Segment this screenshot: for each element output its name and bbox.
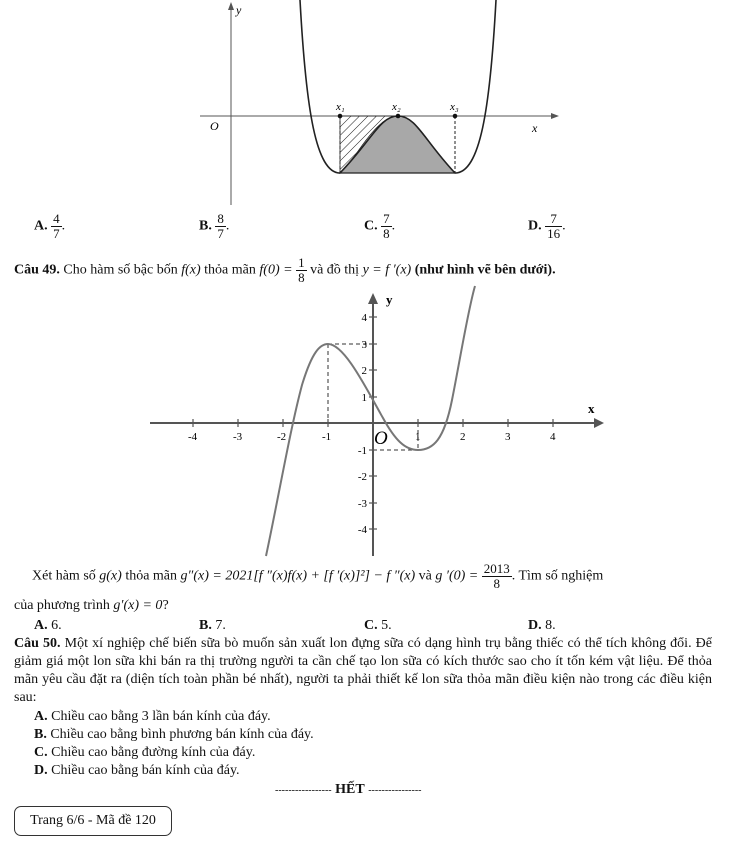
graph2-curve (266, 286, 475, 556)
q49-answer-a-value: 6. (51, 618, 62, 633)
end-text: HẾT (335, 782, 365, 797)
q49-line2-d: . Tìm số nghiệm (511, 568, 604, 584)
q50-text: Một xí nghiệp chế biến sữa bò muốn sản xuất lon đựng sữa có dạng hình trụ bằng thiếc có thể tích không đổi. Để giảm giá một lon sữa khi bán ra thị trường người ta cần chế tạo lon sữa có kích thước sao cho ít tốn kém vật liệu. Để thỏa mãn yêu cầu đặt ra (diện tích toàn phần bé nhất), người ta phải thiết kế lon sữa thỏa mãn điều kiện nào trong các điều kiện sau: (14, 636, 713, 705)
q49-f0: f(0) = (259, 262, 293, 278)
q48-b-tail: . (225, 218, 230, 234)
q48-a-den: 7 (53, 226, 60, 241)
q49-line3-b: ? (162, 598, 169, 613)
q49-g0-num: 2013 (483, 561, 510, 576)
q50-answer-d (34, 763, 240, 779)
q50-label: Câu 50. (14, 636, 61, 651)
q49-equation: g″(x) = 2021[f ″(x)f(x) + [f ′(x)]²] − f ″(x) (180, 568, 416, 584)
q49-answer-a-letter: A. (34, 618, 48, 633)
graph2-x-label: x (588, 401, 595, 416)
q48-b-den: 7 (217, 226, 224, 241)
graph2-origin-label: O (374, 428, 388, 449)
graph2-y-tick-label: -1 (357, 445, 367, 457)
q48-answer-c-letter: C. (364, 218, 378, 234)
graph1-x1-point (338, 114, 343, 119)
graph-2 (0, 285, 750, 560)
graph2-y-arrow (368, 293, 378, 304)
graph2-x-tick-label: 4 (550, 431, 556, 443)
q48-d-den: 16 (547, 226, 561, 241)
end-dashes-left: ----------------- (275, 785, 332, 796)
graph1-x2-label: x₂ (392, 101, 401, 113)
q48-answer-d-letter: D. (528, 218, 542, 234)
graph2-x-arrow (594, 418, 604, 428)
graph1-x3-point (453, 114, 458, 119)
q49-line2-a: Xét hàm số (32, 568, 96, 584)
q50-answer-c (34, 745, 255, 761)
q49-answer-c (364, 618, 392, 634)
q49-line3 (14, 598, 169, 614)
q49-fx: f(x) (181, 262, 201, 278)
q49-f0-den: 8 (298, 270, 305, 285)
end-dashes-right: ---------------- (368, 785, 422, 796)
q49-g0: g ′(0) = (435, 568, 479, 584)
graph2-y-tick-label: -3 (357, 498, 367, 510)
q50-stem (14, 635, 712, 707)
graph1-x-label: x (532, 121, 538, 135)
q49-stem (14, 256, 556, 285)
q49-answer-d-letter: D. (528, 618, 542, 633)
q49-answer-b-value: 7. (215, 618, 226, 633)
q49-answer-b-letter: B. (199, 618, 212, 633)
graph2-y-tick-label: -4 (357, 524, 367, 536)
q48-a-num: 4 (53, 211, 60, 226)
graph1-y-label: y (236, 3, 242, 17)
graph2-x-tick-label: -3 (233, 431, 243, 443)
q49-answer-c-value: 5. (381, 618, 392, 633)
graph1-x3-label: x₃ (450, 101, 459, 113)
q50-answer-b (34, 727, 314, 743)
q48-a-tail: . (61, 218, 66, 234)
q48-answer-a (34, 212, 65, 241)
q48-d-num: 7 (545, 212, 562, 227)
graph1-x2-point (396, 114, 401, 119)
graph2-y-tick-label: 1 (361, 392, 367, 404)
q48-answer-b (199, 212, 229, 241)
q49-text1: Cho hàm số bậc bốn (63, 262, 178, 278)
page-footer-text: Trang 6/6 - Mã đề 120 (30, 813, 156, 828)
q48-c-den: 8 (383, 226, 390, 241)
q48-answer-a-letter: A. (34, 218, 48, 234)
q48-c-num: 7 (383, 211, 390, 226)
graph2-x-tick-label: 1 (415, 431, 421, 443)
q50-answer-d-letter: D. (34, 763, 48, 778)
q49-gx: g(x) (99, 568, 122, 584)
graph2-y-tick-label: -2 (357, 471, 367, 483)
q49-note: (như hình vẽ bên dưới). (414, 262, 556, 278)
q48-answer-d (528, 212, 566, 241)
q49-line3-a: của phương trình (14, 598, 110, 613)
q48-d-tail: . (562, 218, 566, 234)
q50-answer-a-letter: A. (34, 709, 48, 724)
graph1-x-arrow (551, 113, 559, 119)
q49-text2: thỏa mãn (204, 262, 256, 278)
q49-answer-c-letter: C. (364, 618, 378, 633)
graph2-y-tick-label: 2 (361, 365, 367, 377)
q49-line2 (32, 562, 603, 591)
graph2-x-tick-label: -1 (322, 431, 332, 443)
q49-text3: và đồ thị (310, 262, 360, 278)
q50-answer-c-text: Chiều cao bằng đường kính của đáy. (51, 745, 256, 760)
q49-answer-d-value: 8. (545, 618, 556, 633)
graph1-y-arrow (228, 2, 234, 10)
q49-g0-den: 8 (493, 576, 500, 591)
graph2-x-tick-label: -4 (188, 431, 198, 443)
graph2-x-tick-label: 3 (505, 431, 511, 443)
q49-line2-c: và (418, 568, 432, 584)
q49-answer-d (528, 618, 556, 634)
q49-answer-a (34, 618, 62, 634)
q50-answer-d-text: Chiều cao bằng bán kính của đáy. (51, 763, 240, 778)
graph2-y-tick-label: 3 (361, 339, 367, 351)
q50-answer-b-letter: B. (34, 727, 47, 742)
graph1-origin-label: O (210, 119, 219, 133)
q49-answer-b (199, 618, 226, 634)
graph2-x-tick-label: -2 (277, 431, 287, 443)
q49-label: Câu 49. (14, 262, 60, 278)
q49-ydef: y = f ′(x) (362, 262, 412, 278)
q49-line2-b: thỏa mãn (125, 568, 178, 584)
q50-answer-a-text: Chiều cao bằng 3 lần bán kính của đáy. (51, 709, 271, 724)
q48-b-num: 8 (217, 211, 224, 226)
graph-1 (0, 0, 750, 210)
graph2-y-label: y (386, 292, 393, 307)
graph2-y-tick-label: 4 (361, 312, 367, 324)
graph1-x1-label: x₁ (336, 101, 345, 113)
q50-answer-b-text: Chiều cao bằng bình phương bán kính của đáy. (50, 727, 314, 742)
q48-c-tail: . (391, 218, 396, 234)
q48-answer-c (364, 212, 395, 241)
q49-line3-eq: g′(x) = 0 (113, 598, 163, 613)
q48-answer-b-letter: B. (199, 218, 212, 234)
q50-answer-c-letter: C. (34, 745, 48, 760)
q49-f0-num: 1 (298, 255, 305, 270)
q50-answer-a (34, 709, 271, 725)
end-mark (275, 782, 421, 798)
page-footer (14, 806, 172, 836)
graph2-x-tick-label: 2 (460, 431, 466, 443)
